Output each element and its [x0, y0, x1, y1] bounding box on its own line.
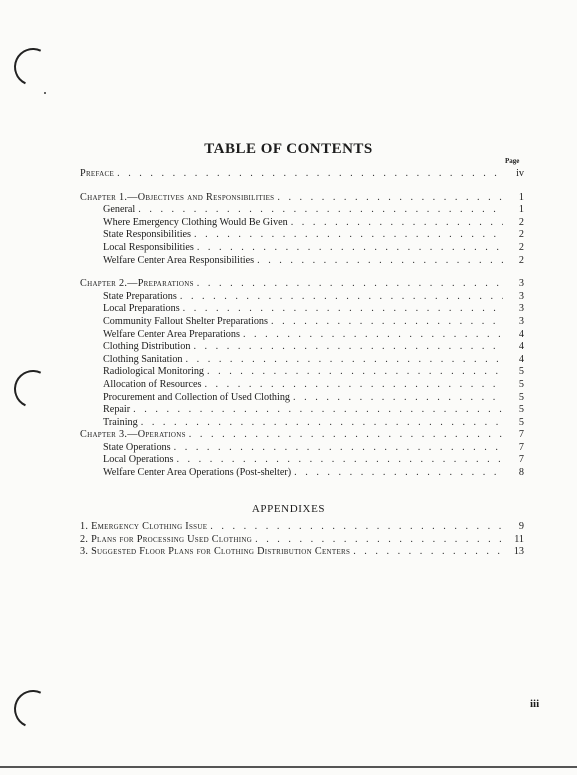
dot-leader [243, 329, 503, 340]
toc-entry[interactable]: Local Preparations . . . 3 [80, 303, 524, 316]
dot-leader [141, 417, 503, 428]
dot-leader [117, 168, 503, 179]
toc-chapter-heading[interactable]: Chapter 2.—Preparations . . . 3 [80, 278, 524, 291]
toc-entry[interactable]: Community Fallout Shelter Preparations . . . 3 [80, 316, 524, 329]
dot-leader [204, 379, 503, 390]
dot-leader [189, 429, 503, 440]
toc-entry[interactable]: Local Operations . . . 7 [80, 454, 524, 467]
dot-leader [353, 546, 503, 557]
toc-entry[interactable]: State Operations . . . 7 [80, 442, 524, 455]
binder-hole-bottom [9, 685, 58, 734]
dot-leader [210, 521, 503, 532]
toc-entry[interactable]: Procurement and Collection of Used Clothing . . . 5 [80, 392, 524, 405]
page-title: TABLE OF CONTENTS [204, 141, 373, 157]
dot-leader [255, 534, 503, 545]
appendix-entry[interactable]: 1. Emergency Clothing Issue . . . 9 [80, 521, 524, 534]
toc-entry[interactable]: Training . . . 5 [80, 417, 524, 430]
dot-leader [176, 454, 503, 465]
toc-entry[interactable]: State Preparations . . . 3 [80, 291, 524, 304]
toc-entry[interactable]: Welfare Center Area Operations (Post-shelter) . . . 8 [80, 467, 524, 480]
dot-leader [197, 278, 503, 289]
toc-entry[interactable]: Repair . . . 5 [80, 404, 524, 417]
toc-chapter-heading[interactable]: Chapter 3.—Operations . . . 7 [80, 429, 524, 442]
binder-hole-top [9, 43, 58, 92]
toc-entry[interactable]: Clothing Distribution . . . 4 [80, 341, 524, 354]
dot-leader [257, 255, 503, 266]
toc-entry[interactable]: Allocation of Resources . . . 5 [80, 379, 524, 392]
toc-entry[interactable]: Welfare Center Area Responsibilities . . . 2 [80, 255, 524, 268]
toc-chapter-heading[interactable]: Chapter 1.—Objectives and Responsibilities . . . 1 [80, 192, 524, 205]
dot-leader [291, 217, 503, 228]
binder-hole-middle [9, 365, 58, 414]
toc-entry[interactable]: Clothing Sanitation . . . 4 [80, 354, 524, 367]
appendixes-list [80, 521, 524, 559]
dot-leader [294, 467, 503, 478]
appendixes-title: APPENDIXES [251, 503, 326, 515]
dot-leader [293, 392, 503, 403]
dot-leader [133, 404, 503, 415]
dot-leader [271, 316, 503, 327]
toc-entry[interactable]: Radiological Monitoring . . . 5 [80, 366, 524, 379]
dot-leader [186, 354, 503, 365]
toc-entry[interactable]: Local Responsibilities . . . 2 [80, 242, 524, 255]
appendix-entry[interactable]: 3. Suggested Floor Plans for Clothing Distribution Centers . . . 13 [80, 546, 524, 559]
toc-entry[interactable]: Where Emergency Clothing Would Be Given . . . 2 [80, 217, 524, 230]
dot-leader [277, 192, 503, 203]
toc-entry-preface[interactable]: Preface . . . iv [80, 168, 524, 181]
scan-bottom-edge [0, 766, 577, 768]
page-number: iii [530, 698, 540, 710]
dot-leader [183, 303, 503, 314]
toc-entry[interactable]: General . . . 1 [80, 204, 524, 217]
dot-leader [138, 204, 503, 215]
scan-speck [44, 92, 46, 94]
dot-leader [193, 341, 503, 352]
table-of-contents [80, 168, 524, 480]
toc-entry[interactable]: Welfare Center Area Preparations . . . 4 [80, 329, 524, 342]
dot-leader [180, 291, 503, 302]
dot-leader [197, 242, 503, 253]
dot-leader [194, 229, 503, 240]
dot-leader [207, 366, 503, 377]
appendix-entry[interactable]: 2. Plans for Processing Used Clothing . . . 11 [80, 534, 524, 547]
toc-entry[interactable]: State Responsibilities . . . 2 [80, 229, 524, 242]
dot-leader [174, 442, 503, 453]
page-column-header: Page [505, 157, 520, 165]
